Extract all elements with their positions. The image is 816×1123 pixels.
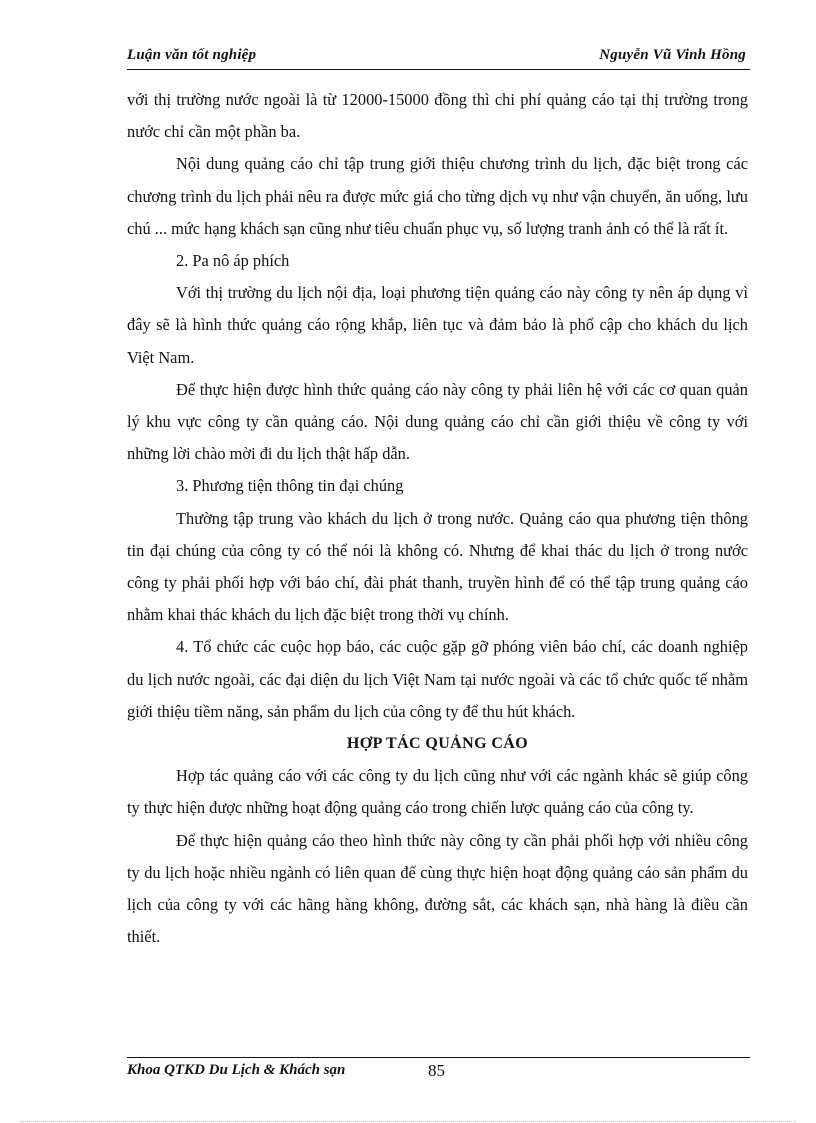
header-thesis-label: Luận văn tốt nghiệp	[127, 47, 257, 63]
header-author-name: Nguyễn Vũ Vinh Hồng	[599, 47, 746, 63]
page-footer	[127, 1057, 750, 1088]
footer-faculty-label: Khoa QTKD Du Lịch & Khách sạn	[127, 1062, 346, 1078]
section-item-3-title: 3. Phương tiện thông tin đại chúng	[176, 476, 404, 496]
page-number: 85	[428, 1061, 445, 1080]
body-text	[127, 84, 748, 953]
paragraph-domestic-market: Với thị trường du lịch nội địa, loại phương tiện quảng cáo này công ty nên áp dụng vì đây sẽ là hình thức quảng cáo rộng khắp, liên tục và đảm bảo là phổ cập cho khách du lịch Việt Nam.	[127, 283, 748, 367]
page-header	[127, 43, 750, 70]
paragraph-ad-content: Nội dung quảng cáo chỉ tập trung giới thiệu chương trình du lịch, đặc biệt trong các chương trình du lịch phải nêu ra được mức giá cho từng dịch vụ như vận chuyển, ăn uống, lưu chú ... mức hạng khách sạn cũng như tiêu chuẩn phục vụ, số lượng tranh ảnh có thể là rất ít.	[127, 154, 748, 238]
section-item-2-title: 2. Pa nô áp phích	[176, 251, 290, 271]
paragraph-implementation: Để thực hiện được hình thức quảng cáo này công ty phải liên hệ với các cơ quan quản lý khu vực công ty cần quảng cáo. Nội dung quảng cáo chỉ cần giới thiệu về công ty với những lời chào mời đi du lịch thật hấp dẫn.	[127, 379, 748, 464]
paragraph-continuation: với thị trường nước ngoài là từ 12000-15000 đồng thì chi phí quảng cáo tại thị trường trong nước chỉ cần một phần ba.	[127, 90, 748, 142]
paragraph-mass-media: Thường tập trung vào khách du lịch ở trong nước. Quảng cáo qua phương tiện thông tin đại chúng của công ty có thể nói là không có. Nhưng để khai thác du lịch ở trong nước công ty phải phối hợp với báo chí, đài phát thanh, truyền hình để có thể tập trung quảng cáo nhằm khai thác khách du lịch đặc biệt trong thời vụ chính.	[127, 508, 748, 625]
paragraph-cooperation: Hợp tác quảng cáo với các công ty du lịch cũng như với các ngành khác sẽ giúp công ty thực hiện được những hoạt động quảng cáo trong chiến lược quảng cáo của công ty.	[127, 766, 748, 818]
page-bottom-divider	[20, 1121, 796, 1122]
section-heading: HỢP TÁC QUẢNG CÁO	[346, 735, 529, 753]
paragraph-cooperation-implementation: Để thực hiện quảng cáo theo hình thức này công ty cần phải phối hợp với nhiều công ty du lịch hoặc nhiều ngành có liên quan để cùng thực hiện hoạt động quảng cáo sản phẩm du lịch của công ty với các hãng hàng không, đường sắt, các khách sạn, nhà hàng là điều cần thiết.	[127, 830, 748, 947]
paragraph-press-conferences: 4. Tổ chức các cuộc họp báo, các cuộc gặp gỡ phóng viên báo chí, các doanh nghiệp du lịch nước ngoài, các đại diện du lịch Việt Nam tại nước ngoài và các tổ chức quốc tế nhằm giới thiệu tiềm năng, sản phẩm du lịch của công ty để thu hút khách.	[127, 637, 748, 721]
